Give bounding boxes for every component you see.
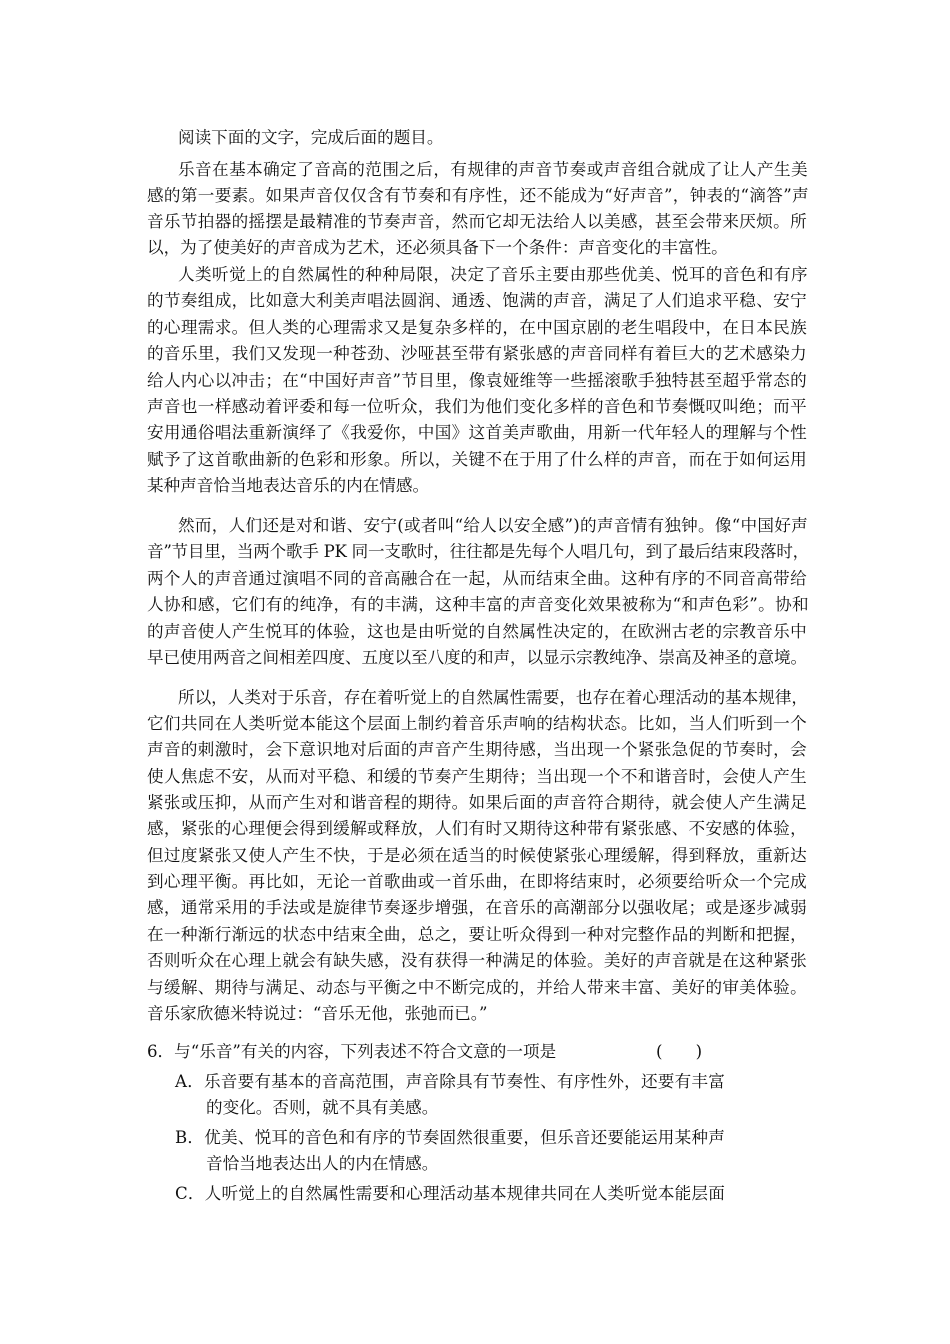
paragraph-line: 音乐节拍器的摇摆是最精准的节奏声音，然而它却无法给人以美感，甚至会带来厌烦。所 bbox=[147, 212, 807, 231]
paragraph-line: 阅读下面的文字，完成后面的题目。 bbox=[178, 128, 444, 147]
paragraph-line: 人协和感，它们有的纯净，有的丰满，这种丰富的声音变化效果被称为“和声色彩”。协和 bbox=[147, 595, 809, 614]
paragraph-line: 以，为了使美好的声音成为艺术，还必须具备下一个条件：声音变化的丰富性。 bbox=[147, 238, 728, 257]
paragraph-line: 声音也一样感动着评委和每一位听众，我们为他们变化多样的音色和节奏慨叹叫绝；而平 bbox=[147, 397, 807, 416]
question-option-line: C．人听觉上的自然属性需要和心理活动基本规律共同在人类听觉本能层面 bbox=[175, 1184, 725, 1203]
question-option-line: A．乐音要有基本的音高范围，声音除具有节奏性、有序性外，还要有丰富 bbox=[175, 1072, 725, 1091]
paragraph-line: 在一种渐行渐远的状态中结束全曲，总之，要让听众得到一种对完整作品的判断和把握， bbox=[147, 925, 807, 944]
paragraph-line: 感的第一要素。如果声音仅仅含有节奏和有序性，还不能成为“好声音”，钟表的“滴答”声 bbox=[147, 186, 809, 205]
paragraph-line: 使人焦虑不安，从而对平稳、和缓的节奏产生期待；当出现一个不和谐音时，会使人产生 bbox=[147, 767, 807, 786]
question-option-line: B．优美、悦耳的音色和有序的节奏固然很重要，但乐音还要能运用某种声 bbox=[175, 1128, 725, 1147]
paragraph-line: 某种声音恰当地表达音乐的内在情感。 bbox=[147, 476, 430, 495]
paragraph-line: 赋予了这首歌曲新的色彩和形象。所以，关键不在于用了什么样的声音，而在于如何运用 bbox=[147, 450, 807, 469]
paragraph-line: 紧张或压抑，从而产生对和谐音程的期待。如果后面的声音符合期待，就会使人产生满足 bbox=[147, 793, 807, 812]
paragraph-line: 它们共同在人类听觉本能这个层面上制约着音乐声响的结构状态。比如，当人们听到一个 bbox=[147, 714, 807, 733]
paragraph-line: 感，紧张的心理便会得到缓解或释放，人们有时又期待这种带有紧张感、不安感的体验， bbox=[147, 819, 807, 838]
paragraph-line: 音”节目里，当两个歌手 PK 同一支歌时，往往都是先每个人唱几句，到了最后结束段落时， bbox=[147, 542, 809, 561]
paragraph-line: 的心理需求。但人类的心理需求又是复杂多样的，在中国京剧的老生唱段中，在日本民族 bbox=[147, 318, 807, 337]
paragraph-line: 所以，人类对于乐音，存在着听觉上的自然属性需要，也存在着心理活动的基本规律， bbox=[178, 688, 808, 707]
paragraph-line: 早已使用两音之间相差四度、五度以至八度的和声，以显示宗教纯净、崇高及神圣的意境。 bbox=[147, 648, 807, 667]
paragraph-line: 否则听众在心理上就会有缺失感，没有获得一种满足的体验。美好的声音就是在这种紧张 bbox=[147, 951, 807, 970]
paragraph-line: 两个人的声音通过演唱不同的音高融合在一起，从而结束全曲。这种有序的不同音高带给 bbox=[147, 569, 807, 588]
paragraph-line: 感，通常采用的手法或是旋律节奏逐步增强，在音乐的高潮部分以强收尾；或是逐步减弱 bbox=[147, 898, 807, 917]
paragraph-line: 安用通俗唱法重新演绎了《我爱你，中国》这首美声歌曲，用新一代年轻人的理解与个性 bbox=[147, 423, 807, 442]
paragraph-line: 的节奏组成，比如意大利美声唱法圆润、通透、饱满的声音，满足了人们追求平稳、安宁 bbox=[147, 291, 807, 310]
paragraph-line: 到心理平衡。再比如，无论一首歌曲或一首乐曲，在即将结束时，必须要给听众一个完成 bbox=[147, 872, 807, 891]
paragraph-line: 然而，人们还是对和谐、安宁(或者叫“给人以安全感”)的声音情有独钟。像“中国好声 bbox=[178, 516, 808, 535]
paragraph-line: 的声音使人产生悦耳的体验，这也是由听觉的自然属性决定的，在欧洲古老的宗教音乐中 bbox=[147, 622, 807, 641]
question-option-line: 的变化。否则，就不具有美感。 bbox=[206, 1098, 439, 1117]
paragraph-line: 音乐家欣德米特说过：“音乐无他，张弛而已。” bbox=[147, 1004, 488, 1023]
paragraph-line: 声音的刺激时，会下意识地对后面的声音产生期待感，当出现一个紧张急促的节奏时，会 bbox=[147, 740, 807, 759]
paragraph-line: 给人内心以冲击；在“中国好声音”节目里，像袁娅维等一些摇滚歌手独特甚至超乎常态的 bbox=[147, 371, 807, 390]
paragraph-line: 但过度紧张又使人产生不快，于是必须在适当的时候使紧张心理缓解，得到释放，重新达 bbox=[147, 846, 807, 865]
question-6-stem: 6．与“乐音”有关的内容，下列表述不符合文意的一项是 bbox=[147, 1042, 557, 1061]
paragraph-line: 人类听觉上的自然属性的种种局限，决定了音乐主要由那些优美、悦耳的音色和有序 bbox=[178, 265, 808, 284]
paragraph-line: 乐音在基本确定了音高的范围之后，有规律的声音节奏或声音组合就成了让人产生美 bbox=[178, 160, 808, 179]
paragraph-line: 的音乐里，我们又发现一种苍劲、沙哑甚至带有紧张感的声音同样有着巨大的艺术感染力 bbox=[147, 344, 807, 363]
paragraph-line: 与缓解、期待与满足、动态与平衡之中不断完成的，并给人带来丰富、美好的审美体验。 bbox=[147, 978, 807, 997]
answer-blank: ( ) bbox=[656, 1042, 703, 1061]
question-option-line: 音恰当地表达出人的内在情感。 bbox=[206, 1154, 439, 1173]
